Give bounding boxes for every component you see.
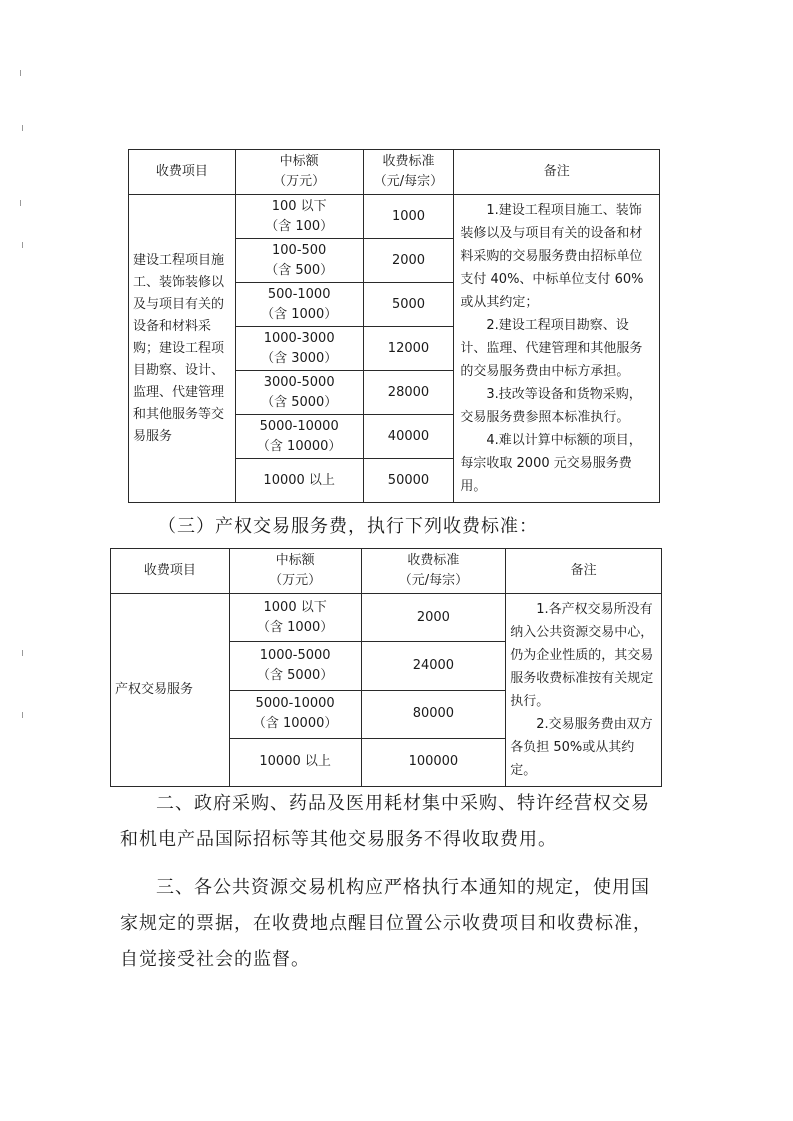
note-item: 2.建设工程项目勘察、设计、监理、代建管理和其他服务的交易服务费由中标方承担。 [460, 318, 643, 379]
table-header-row [129, 150, 660, 195]
fee-cell: 2000 [361, 594, 506, 642]
section-heading: （三）产权交易服务费，执行下列收费标准： [158, 516, 538, 537]
scan-mark [20, 70, 25, 76]
amount-cell: 3000-5000 （含 5000） [235, 371, 363, 415]
fee-cell: 12000 [363, 327, 454, 371]
fee-cell: 2000 [363, 239, 454, 283]
note-item: 1.建设工程项目施工、装饰装修以及与项目有关的设备和材料采购的交易服务费由招标单位支付 40%、中标单位支付 60%或从其约定； [460, 203, 644, 310]
amount-cell: 100-500 （含 500） [235, 239, 363, 283]
note-item: 2.交易服务费由双方各负担 50%或从其约定。 [510, 717, 653, 778]
fee-table-construction [128, 149, 660, 503]
header-notes: 备注 [454, 150, 660, 195]
table-row [111, 594, 662, 642]
amount-cell: 10000 以上 [235, 459, 363, 503]
scan-mark [22, 650, 27, 656]
body-paragraph: 二、政府采购、药品及医用耗材集中采购、特许经营权交易和机电产品国际招标等其他交易服务不得收取费用。 [120, 793, 650, 850]
subject-cell: 产权交易服务 [111, 594, 230, 787]
fee-cell: 5000 [363, 283, 454, 327]
header-amount: 中标额 （万元） [229, 549, 361, 594]
fee-table-property-rights [110, 548, 662, 787]
amount-cell: 1000 以下 （含 1000） [229, 594, 361, 642]
body-paragraph: 三、各公共资源交易机构应严格执行本通知的规定，使用国家规定的票据，在收费地点醒目位置公示收费项目和收费标准，自觉接受社会的监督。 [120, 877, 652, 970]
amount-cell: 500-1000 （含 1000） [235, 283, 363, 327]
amount-cell: 5000-10000 （含 10000） [235, 415, 363, 459]
header-subject: 收费项目 [111, 549, 230, 594]
fee-cell: 24000 [361, 642, 506, 690]
amount-cell: 5000-10000 （含 10000） [229, 690, 361, 738]
scan-mark [22, 242, 27, 248]
scan-mark [20, 200, 25, 206]
note-item: 4.难以计算中标额的项目，每宗收取 2000 元交易服务费用。 [460, 433, 642, 494]
fee-cell: 50000 [363, 459, 454, 503]
fee-cell: 1000 [363, 195, 454, 239]
table-header-row [111, 549, 662, 594]
header-fee: 收费标准 （元/每宗） [361, 549, 506, 594]
scan-mark [22, 125, 27, 131]
fee-cell: 28000 [363, 371, 454, 415]
amount-cell: 1000-3000 （含 3000） [235, 327, 363, 371]
header-notes: 备注 [506, 549, 662, 594]
scan-mark [22, 712, 27, 718]
table-row [129, 195, 660, 239]
amount-cell: 10000 以上 [229, 738, 361, 786]
header-subject: 收费项目 [129, 150, 236, 195]
amount-cell: 1000-5000 （含 5000） [229, 642, 361, 690]
fee-cell: 100000 [361, 738, 506, 786]
header-amount: 中标额 （万元） [235, 150, 363, 195]
header-fee: 收费标准 （元/每宗） [363, 150, 454, 195]
amount-cell: 100 以下 （含 100） [235, 195, 363, 239]
notes-cell [506, 594, 662, 787]
notes-cell [454, 195, 660, 503]
note-item: 3.技改等设备和货物采购，交易服务费参照本标准执行。 [460, 387, 642, 425]
fee-cell: 80000 [361, 690, 506, 738]
fee-cell: 40000 [363, 415, 454, 459]
subject-cell: 建设工程项目施工、装饰装修以及与项目有关的设备和材料采购；建设工程项目勘察、设计、监理、代建管理和其他服务等交易服务 [129, 195, 236, 503]
note-item: 1.各产权交易所没有纳入公共资源交易中心，仍为企业性质的，其交易服务收费标准按有关规定执行。 [510, 602, 654, 709]
